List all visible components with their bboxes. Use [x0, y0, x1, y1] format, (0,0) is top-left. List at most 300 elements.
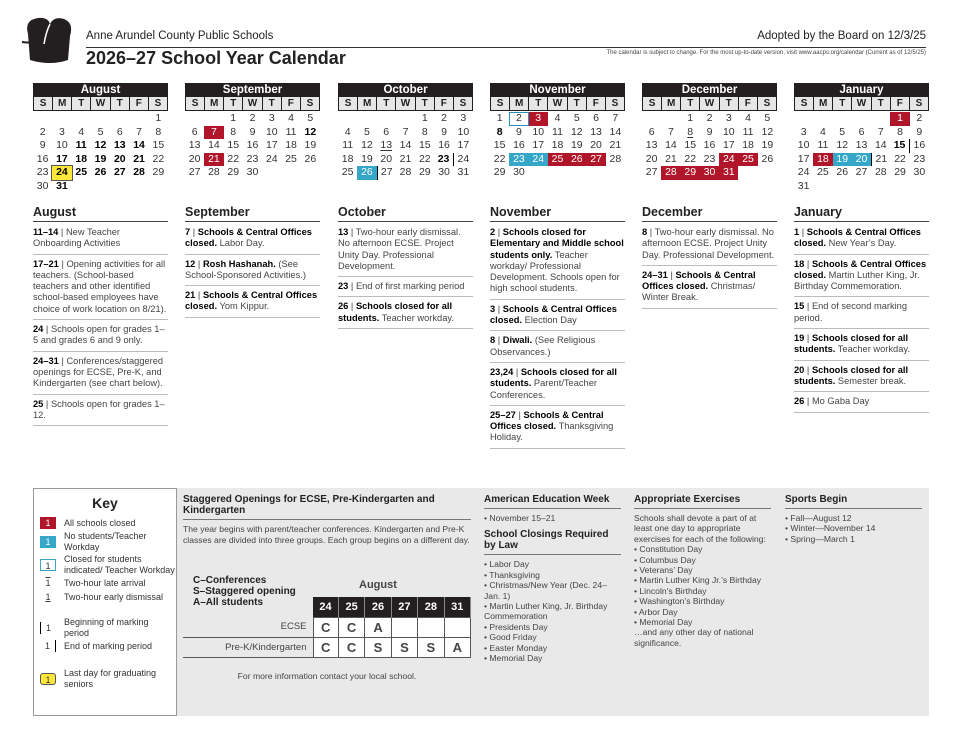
exercises-intro: Schools shall devote a part of at least one day to appropriate exercises for each of the following: [634, 513, 766, 544]
note-text: End of first marking period [355, 281, 465, 292]
day-cell: 25 [738, 153, 757, 167]
note-bold: Schools closed for all students. [338, 301, 453, 323]
key-item [34, 591, 176, 603]
key-item [34, 668, 176, 689]
note-bold: Schools & Central Offices closed. [794, 258, 927, 280]
subject-note: The calendar is subject to change. For the most up-to-date version, visit www.aacps.org/calendar (Current as of 12/5/25) [606, 50, 926, 56]
table-cell: C [313, 637, 338, 657]
notes-october [338, 205, 473, 331]
note-bold: Schools & Central Offices closed. [642, 269, 756, 292]
key-swatch: 1 [40, 559, 56, 571]
list-item: • Winter—November 14 [785, 523, 876, 534]
dow-label: T [111, 97, 129, 110]
note-item: 23 | End of first marking period [338, 279, 473, 297]
note-text: (See Religious Observances.) [490, 335, 596, 357]
day-cell: 21 [665, 152, 677, 165]
legend-line: C–Conferences [193, 575, 267, 586]
day-cell: 15 [227, 139, 240, 151]
day-blank [338, 112, 357, 126]
day-cell: 23 [913, 152, 926, 165]
day-cell: 28 [609, 152, 622, 165]
note-date: 24 [33, 324, 44, 335]
dow-label: F [891, 97, 909, 110]
day-blank [33, 112, 52, 126]
key-swatch: 1 [45, 592, 51, 602]
list-item: • Spring—March 1 [785, 533, 855, 544]
day-cell: 14 [874, 139, 887, 151]
day-cell: 26 [567, 153, 586, 167]
dow-label: S [149, 97, 167, 110]
month-october [338, 83, 473, 180]
note-bold: Schools & Central Offices closed. [490, 409, 604, 432]
day-cell: 9 [249, 125, 256, 138]
dow-label: T [224, 97, 242, 110]
day-cell: 14 [208, 139, 220, 151]
exercises-footer: …and any other day of national significance. [634, 627, 754, 648]
dow-label: M [662, 97, 680, 110]
dow-label: T [872, 97, 890, 110]
day-cell: 11 [285, 125, 297, 138]
day-grid [642, 112, 777, 180]
day-cell: 26 [761, 152, 774, 165]
day-grid [338, 112, 473, 180]
key-title: Key [92, 495, 118, 511]
note-date: 18 [794, 258, 805, 269]
day-cell: 8 [496, 125, 503, 138]
day-cell: 28 [661, 166, 680, 180]
notes-heading: September [185, 205, 320, 222]
day-cell: 21 [204, 153, 223, 167]
day-blank [852, 112, 871, 126]
day-cell: 7 [877, 125, 884, 138]
table-row-label: Pre-K/Kindergarten [183, 637, 313, 657]
day-blank [871, 112, 890, 126]
month-header: November [490, 83, 625, 97]
day-cell: 17 [532, 139, 545, 151]
day-cell: 12 [94, 139, 107, 151]
legend-line: S–Staggered opening [193, 586, 296, 597]
day-cell: 30 [513, 166, 525, 178]
day-cell: 1 [890, 112, 909, 126]
day-cell: 6 [191, 125, 198, 138]
day-cell: 11 [817, 139, 829, 151]
dow-label: S [795, 97, 813, 110]
note-item: 26 | Schools closed for all students. Teacher workday. [338, 299, 473, 329]
day-cell: 14 [609, 125, 622, 138]
day-blank [661, 112, 680, 126]
note-text: Schools open for grades 1–12. [33, 398, 165, 420]
day-cell: 2 [706, 112, 713, 124]
note-date: 15 [794, 301, 805, 312]
dow-label: T [720, 97, 738, 110]
day-cell: 9 [441, 125, 447, 138]
dow-label: F [435, 97, 453, 110]
table-cell: S [391, 637, 417, 657]
day-cell: 18 [742, 139, 754, 151]
table-day-header: 24 [313, 597, 338, 617]
key-item [34, 517, 176, 529]
note-item: 24–31 | Schools & Central Offices closed. Christmas/ Winter Break. [642, 268, 777, 309]
day-cell: 1 [687, 112, 694, 124]
closings-title: School Closings Required by Law [484, 523, 621, 555]
key-label: No students/Teacher Workday [64, 531, 147, 552]
day-blank [52, 112, 71, 126]
day-cell: 18 [75, 152, 88, 165]
dow-row [33, 97, 168, 111]
table-cell: A [444, 637, 470, 657]
dow-label: T [377, 97, 395, 110]
day-cell: 1 [421, 112, 428, 124]
note-date: 1 [794, 227, 800, 237]
day-blank [110, 112, 129, 126]
note-bold: Schools & Central Offices closed. [185, 290, 318, 312]
dow-row [338, 97, 473, 111]
note-text: End of second marking period. [794, 301, 908, 323]
day-cell: 7 [204, 126, 223, 140]
table-cell: C [338, 637, 364, 657]
day-cell: 13 [113, 139, 126, 151]
note-item: 2 | Schools closed for Elementary and Middle school students only. Teacher workday/ Professional Development. Schools open for high school students. [490, 225, 625, 300]
day-cell: 2 [441, 112, 447, 124]
day-cell: 24 [52, 166, 71, 180]
note-date: 11–14 [33, 227, 59, 237]
dow-label: W [91, 97, 109, 110]
dow-label: S [758, 97, 776, 110]
day-cell: 13 [188, 139, 201, 151]
month-header: December [642, 83, 777, 97]
table-cell [391, 617, 417, 637]
day-cell: 18 [551, 139, 564, 151]
day-cell: 19 [94, 152, 107, 165]
dow-label: S [454, 97, 472, 110]
note-item: 24–31 | Conferences/staggered openings for ECSE, Pre-K, and Kindergarten (see chart below). [33, 354, 168, 395]
day-cell: 1 [230, 112, 237, 124]
day-cell: 27 [377, 166, 396, 180]
staggered-intro: The year begins with parent/teacher conferences. Kindergarten and Pre-K classes are divided into three groups. Each group begins on a different day. [183, 524, 470, 545]
table-cell [444, 617, 470, 637]
note-text: Mo Gaba Day [811, 396, 870, 407]
day-cell: 20 [590, 139, 602, 151]
day-cell: 24 [457, 152, 470, 165]
list-item: • Thanksgiving [484, 569, 540, 580]
note-text: (See School-Sponsored Activities.) [185, 258, 306, 280]
day-cell: 22 [894, 152, 906, 165]
day-cell: 10 [56, 139, 68, 151]
dow-label: M [510, 97, 528, 110]
note-date: 23,24 [490, 366, 514, 377]
day-cell: 17 [457, 139, 470, 151]
dow-label: S [606, 97, 624, 110]
note-item: 11–14 | New Teacher Onboarding Activities [33, 225, 168, 255]
staggered-title: Staggered Openings for ECSE, Pre-Kindergarten and Kindergarten [183, 488, 471, 520]
bottom-panel [33, 488, 929, 716]
day-cell: 18 [341, 152, 354, 165]
note-date: 20 [794, 364, 805, 375]
day-cell: 22 [493, 152, 506, 165]
notes-january [794, 205, 929, 415]
month-header: August [33, 83, 168, 97]
note-date: 21 [185, 290, 196, 301]
table-cell: C [338, 617, 364, 637]
list-item: • Presidents Day [484, 621, 548, 632]
day-cell: 6 [648, 125, 655, 138]
day-cell: 30 [700, 166, 719, 180]
day-cell: 26 [304, 152, 317, 165]
day-cell: 8 [687, 125, 694, 138]
note-item: 8 | Diwali. (See Religious Observances.) [490, 333, 625, 363]
dow-label: W [396, 97, 414, 110]
dow-row [642, 97, 777, 111]
list-item: • Martin Luther King, Jr. Birthday Commemoration [484, 601, 608, 622]
note-item: 7 | Schools & Central Offices closed. Labor Day. [185, 225, 320, 255]
day-cell: 15 [493, 139, 506, 151]
day-cell: 28 [399, 166, 412, 178]
day-cell: 23 [36, 166, 49, 178]
day-cell: 20 [188, 152, 201, 165]
day-cell: 29 [894, 166, 906, 178]
note-date: 2 [490, 227, 496, 237]
note-item: 8 | Two-hour early dismissal. No afternoon ECSE. Project Unity Day. Professional Development. [642, 225, 777, 266]
day-cell: 18 [813, 153, 832, 167]
day-blank [185, 112, 204, 126]
day-cell: 4 [78, 125, 85, 138]
dow-label: T [416, 97, 434, 110]
day-cell: 29 [493, 166, 506, 178]
note-item: 25 | Schools open for grades 1–12. [33, 397, 168, 427]
dow-label: S [643, 97, 661, 110]
list-item: • November 15–21 [484, 513, 556, 523]
day-cell: 13 [590, 125, 602, 138]
month-august [33, 83, 168, 193]
notes-heading: January [794, 205, 929, 222]
day-cell: 20 [852, 153, 871, 167]
day-cell: 4 [820, 125, 826, 138]
notes-september [185, 205, 320, 320]
day-cell: 3 [268, 112, 275, 124]
day-cell: 30 [36, 179, 49, 192]
day-blank [794, 112, 813, 126]
key-swatch: 1 [40, 640, 56, 652]
day-cell: 25 [548, 153, 567, 167]
day-cell: 21 [609, 139, 622, 151]
note-text: Thanksgiving Holiday. [490, 421, 614, 443]
day-cell: 6 [116, 125, 123, 138]
note-text: Conferences/staggered openings for ECSE, Pre-K, and Kindergarten (see chart below). [33, 355, 164, 389]
day-grid [185, 112, 320, 180]
day-blank [72, 112, 91, 126]
day-cell: 21 [871, 153, 890, 167]
dow-label: T [72, 97, 90, 110]
day-cell: 5 [364, 125, 370, 138]
month-header: September [185, 83, 320, 97]
day-cell: 24 [797, 166, 810, 178]
day-cell: 24 [719, 153, 738, 167]
day-blank [813, 112, 832, 126]
list-item: • Washington’s Birthday [634, 596, 725, 607]
day-blank [91, 112, 110, 126]
day-cell: 15 [890, 139, 909, 153]
note-text: Parent/Teacher Conferences. [490, 378, 597, 400]
note-text: Semester break. [837, 375, 907, 386]
day-cell: 4 [554, 112, 561, 124]
dow-label: M [53, 97, 71, 110]
day-cell: 31 [719, 166, 738, 180]
list-item: • Columbus Day [634, 554, 696, 565]
day-cell: 9 [916, 125, 923, 138]
day-cell: 27 [855, 166, 868, 178]
day-cell: 22 [684, 152, 697, 165]
note-text: Teacher workday. [381, 312, 454, 323]
note-item: 21 | Schools & Central Offices closed. Yom Kippur. [185, 288, 320, 318]
key-item [34, 617, 176, 638]
table-day-header: 26 [365, 597, 391, 617]
list-item: • Labor Day [484, 559, 530, 570]
note-date: 25 [33, 398, 44, 409]
exercises-title: Appropriate Exercises [634, 488, 771, 509]
dow-label: T [529, 97, 547, 110]
note-text: New Teacher Onboarding Activities [33, 227, 121, 249]
note-item: 13 | Two-hour early dismissal. No afternoon ECSE. Project Unity Day. Professional Development. [338, 225, 473, 277]
day-cell: 2 [249, 112, 256, 124]
day-cell: 23 [509, 153, 528, 167]
note-date: 26 [338, 301, 349, 312]
day-cell: 24 [529, 153, 548, 167]
month-september [185, 83, 320, 180]
note-item: 15 | End of second marking period. [794, 299, 929, 329]
day-cell: 10 [457, 125, 470, 138]
note-text: Teacher workday. [837, 344, 910, 355]
table-cell: C [313, 617, 338, 637]
note-date: 3 [490, 303, 496, 314]
notes-heading: October [338, 205, 473, 222]
note-text: Martin Luther King, Jr. Birthday Commemoration. [794, 269, 920, 292]
note-date: 13 [338, 227, 349, 237]
month-january [794, 83, 929, 193]
note-item: 18 | Schools & Central Offices closed. Martin Luther King, Jr. Birthday Commemoration. [794, 257, 929, 298]
day-cell: 19 [570, 139, 583, 151]
day-cell: 4 [344, 125, 351, 138]
list-item: • Memorial Day [484, 653, 543, 664]
day-blank [357, 112, 376, 126]
staggered-section [183, 488, 471, 681]
note-item: 25–27 | Schools & Central Offices closed. Thanksgiving Holiday. [490, 408, 625, 449]
day-cell: 21 [399, 152, 412, 165]
day-cell: 28 [208, 166, 220, 178]
note-item: 19 | Schools closed for all students. Teacher workday. [794, 331, 929, 361]
day-cell: 9 [39, 139, 46, 151]
day-cell: 14 [399, 139, 412, 151]
dow-label: T [263, 97, 281, 110]
key-item [34, 554, 176, 575]
list-item: • Christmas/New Year (Dec. 24–Jan. 1) [484, 580, 607, 601]
day-cell: 20 [380, 152, 393, 165]
note-date: 17–21 [33, 258, 59, 269]
note-item: 23,24 | Schools closed for all students. Parent/Teacher Conferences. [490, 365, 625, 406]
day-cell: 2 [509, 112, 528, 126]
dow-label: T [681, 97, 699, 110]
day-cell: 12 [761, 125, 774, 138]
key-label: Two-hour late arrival [64, 577, 146, 588]
day-cell: 30 [438, 166, 450, 178]
dow-row [794, 97, 929, 111]
day-cell: 15 [684, 139, 697, 151]
day-cell: 28 [133, 166, 145, 178]
note-date: 25–27 [490, 409, 516, 420]
month-header: January [794, 83, 929, 97]
day-grid [794, 112, 929, 193]
day-cell: 8 [421, 125, 428, 138]
note-text: Labor Day. [219, 238, 265, 249]
day-cell: 29 [152, 166, 165, 178]
day-cell: 3 [460, 112, 467, 124]
note-item: 17–21 | Opening activities for all teachers. (School-based teachers and other identified school-based employees have choice of work location on 8/21). [33, 257, 168, 320]
day-cell: 10 [722, 125, 735, 138]
day-cell: 10 [532, 125, 545, 138]
table-corner [183, 597, 313, 617]
list-item: • Martin Luther King Jr.’s Birthday [634, 575, 762, 586]
dow-label: F [587, 97, 605, 110]
day-grid [33, 112, 168, 193]
day-cell: 17 [56, 152, 68, 165]
day-cell: 23 [703, 152, 716, 165]
key-item [34, 531, 176, 552]
day-cell: 21 [133, 152, 145, 165]
dow-label: T [568, 97, 586, 110]
note-item: 12 | Rosh Hashanah. (See School-Sponsored Activities.) [185, 257, 320, 287]
day-cell: 19 [833, 153, 852, 167]
list-item: • Arbor Day [634, 606, 678, 617]
day-cell: 7 [402, 125, 409, 138]
note-text: Schools open for grades 1–5 and grades 6 and 9 only. [33, 324, 165, 346]
day-cell: 29 [681, 166, 700, 180]
day-cell: 24 [265, 152, 278, 165]
key-swatch: 1 [40, 673, 56, 685]
dow-label: S [339, 97, 357, 110]
dow-label: F [282, 97, 300, 110]
note-item: 20 | Schools closed for all students. Semester break. [794, 363, 929, 393]
day-cell: 15 [152, 139, 165, 151]
day-cell: 12 [836, 139, 849, 151]
table-day-header: 28 [418, 597, 444, 617]
dow-label: M [358, 97, 376, 110]
note-text: New Year’s Day. [828, 238, 897, 249]
note-date: 24–31 [642, 269, 668, 280]
note-bold: Schools closed for all students. [490, 366, 617, 389]
day-cell: 15 [418, 139, 431, 151]
day-blank [642, 112, 661, 126]
day-cell: 17 [722, 139, 735, 151]
day-cell: 8 [897, 125, 903, 138]
note-item: 26 | Mo Gaba Day [794, 394, 929, 412]
day-cell: 3 [529, 112, 548, 126]
list-item: • Fall—August 12 [785, 513, 852, 523]
key-swatch: 1 [40, 517, 56, 529]
day-cell: 29 [418, 166, 431, 178]
day-blank [129, 112, 148, 126]
day-cell: 8 [155, 125, 162, 138]
key-swatch: 1 [45, 578, 51, 588]
day-cell: 19 [304, 139, 317, 151]
key-label: Closed for students indicated/ Teacher Workday [64, 554, 175, 575]
note-text: Yom Kippur. [219, 301, 270, 312]
day-cell: 11 [552, 125, 563, 138]
note-item: 3 | Schools & Central Offices closed. Election Day [490, 302, 625, 332]
day-cell: 25 [817, 166, 829, 178]
note-date: 8 [642, 227, 648, 237]
day-cell: 12 [304, 125, 317, 138]
notes-heading: December [642, 205, 777, 222]
key-label: End of marking period [64, 640, 153, 651]
